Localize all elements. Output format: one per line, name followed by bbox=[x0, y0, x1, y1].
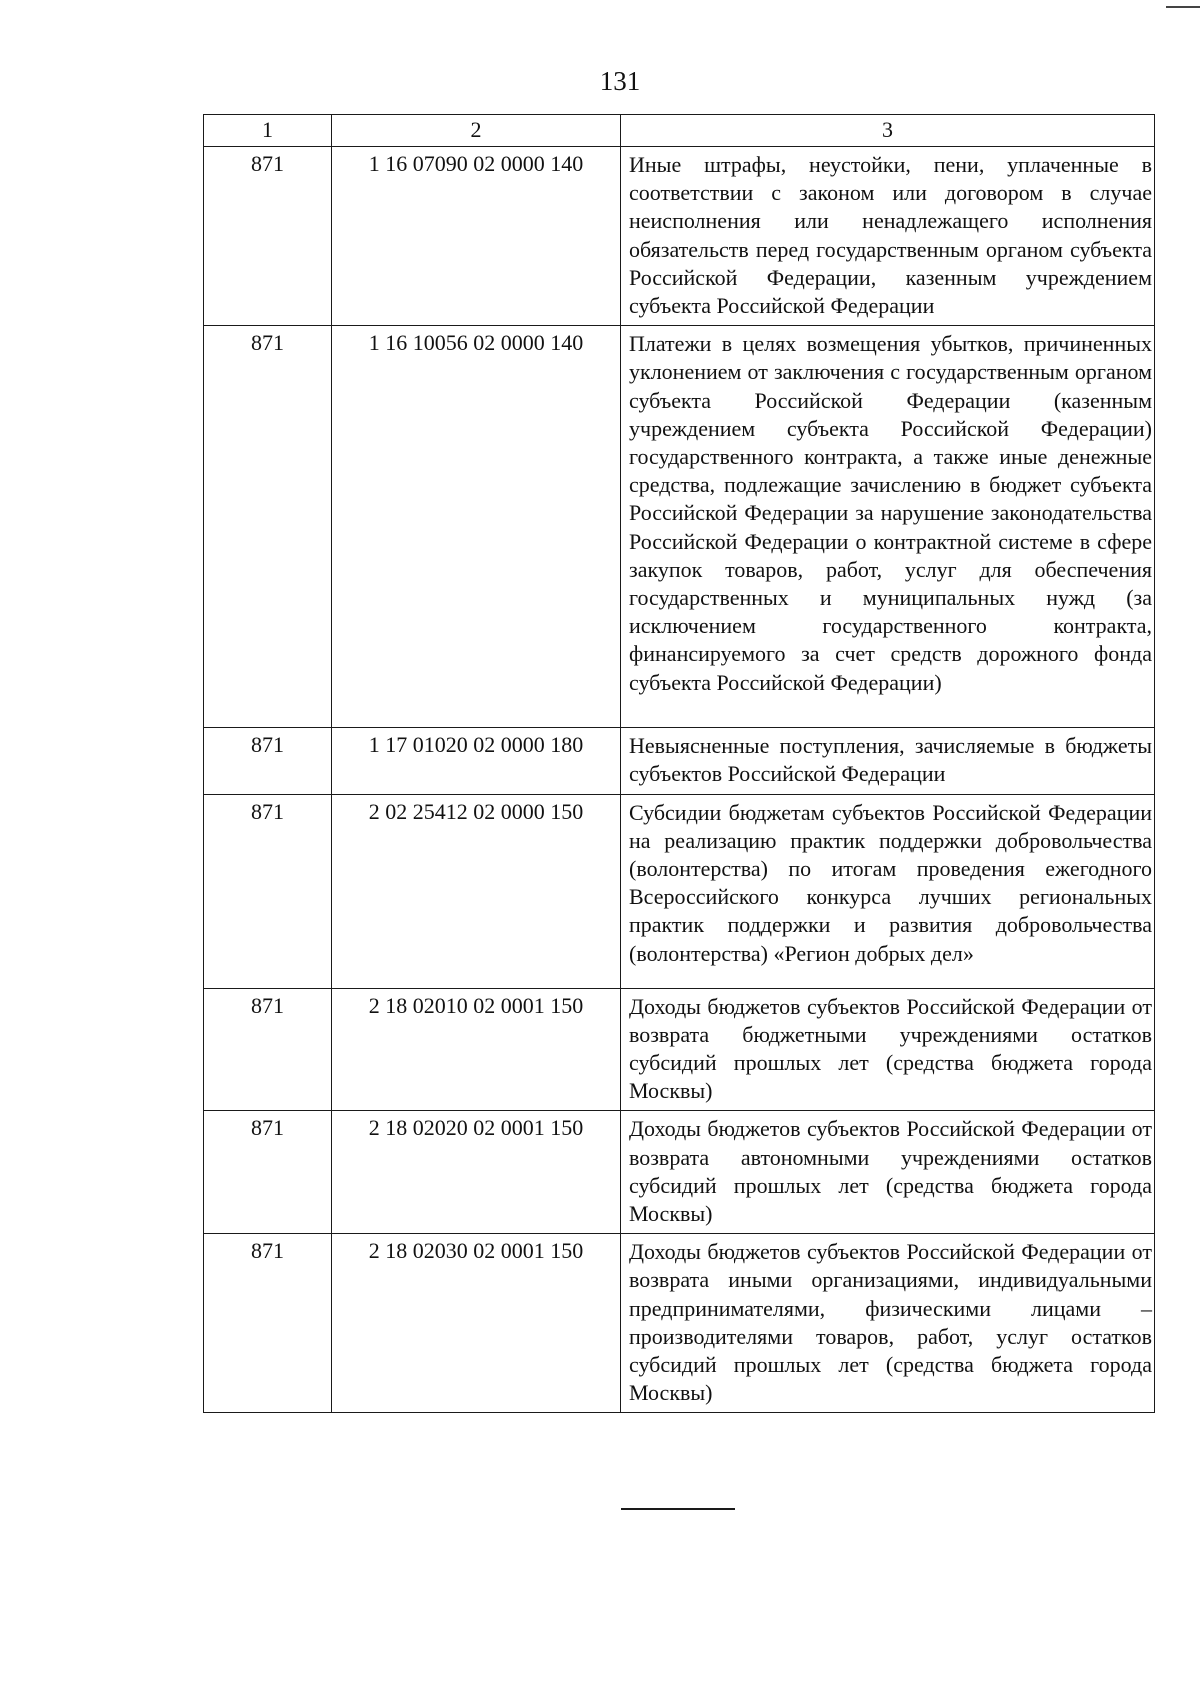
description-cell: Доходы бюджетов субъектов Российской Федерации от возврата бюджетными учреждениями остатков субсидий прошлых лет (средства бюджета города Москвы) bbox=[621, 988, 1155, 1111]
table-header-row bbox=[204, 115, 1155, 147]
header-cell-2: 2 bbox=[332, 115, 621, 147]
scan-corner-mark bbox=[1166, 6, 1200, 8]
description-cell: Субсидии бюджетам субъектов Российской Федерации на реализацию практик поддержки добровольчества (волонтерства) по итогам проведения ежегодного Всероссийского конкурса лучших региональных практик поддержки и развития добровольчества (волонтерства) «Регион добрых дел» bbox=[621, 794, 1155, 988]
admin-code-cell: 871 bbox=[204, 1234, 332, 1413]
budget-codes-table bbox=[203, 114, 1155, 1413]
admin-code-cell: 871 bbox=[204, 988, 332, 1111]
description-cell: Доходы бюджетов субъектов Российской Федерации от возврата автономными учреждениями остатков субсидий прошлых лет (средства бюджета города Москвы) bbox=[621, 1111, 1155, 1234]
description-cell: Невыясненные поступления, зачисляемые в бюджеты субъектов Российской Федерации bbox=[621, 728, 1155, 794]
header-cell-3: 3 bbox=[621, 115, 1155, 147]
description-cell: Платежи в целях возмещения убытков, причиненных уклонением от заключения с государственным органом субъекта Российской Федерации (казенным учреждением субъекта Российской Федерации) государственного контракта, а также иные денежные средства, подлежащие зачислению в бюджет субъекта Российской Федерации за нарушение законодательства Российской Федерации о контрактной системе в сфере закупок товаров, работ, услуг для обеспечения государственных и муниципальных нужд (за исключением государственного контракта, финансируемого за счет средств дорожного фонда субъекта Российской Федерации) bbox=[621, 326, 1155, 728]
table-row bbox=[204, 147, 1155, 326]
admin-code-cell: 871 bbox=[204, 1111, 332, 1234]
budget-code-cell: 1 16 07090 02 0000 140 bbox=[332, 147, 621, 326]
admin-code-cell: 871 bbox=[204, 794, 332, 988]
admin-code-cell: 871 bbox=[204, 728, 332, 794]
description-cell: Доходы бюджетов субъектов Российской Федерации от возврата иными организациями, индивидуальными предпринимателями, физическими лицами – производителями товаров, работ, услуг остатков субсидий прошлых лет (средства бюджета города Москвы) bbox=[621, 1234, 1155, 1413]
table-row bbox=[204, 1234, 1155, 1413]
table-row bbox=[204, 728, 1155, 794]
budget-code-cell: 1 17 01020 02 0000 180 bbox=[332, 728, 621, 794]
header-cell-1: 1 bbox=[204, 115, 332, 147]
budget-code-cell: 2 18 02030 02 0001 150 bbox=[332, 1234, 621, 1413]
admin-code-cell: 871 bbox=[204, 147, 332, 326]
table-row bbox=[204, 794, 1155, 988]
budget-code-cell: 2 18 02010 02 0001 150 bbox=[332, 988, 621, 1111]
description-cell: Иные штрафы, неустойки, пени, уплаченные в соответствии с законом или договором в случае неисполнения или ненадлежащего исполнения обязательств перед государственным органом субъекта Российской Федерации, казенным учреждением субъекта Российской Федерации bbox=[621, 147, 1155, 326]
budget-code-cell: 2 18 02020 02 0001 150 bbox=[332, 1111, 621, 1234]
footer-divider bbox=[621, 1508, 735, 1510]
budget-code-cell: 1 16 10056 02 0000 140 bbox=[332, 326, 621, 728]
table-row bbox=[204, 1111, 1155, 1234]
table-row bbox=[204, 326, 1155, 728]
table-row bbox=[204, 988, 1155, 1111]
admin-code-cell: 871 bbox=[204, 326, 332, 728]
table-body bbox=[204, 115, 1155, 1413]
page-number: 131 bbox=[599, 66, 641, 96]
budget-code-cell: 2 02 25412 02 0000 150 bbox=[332, 794, 621, 988]
